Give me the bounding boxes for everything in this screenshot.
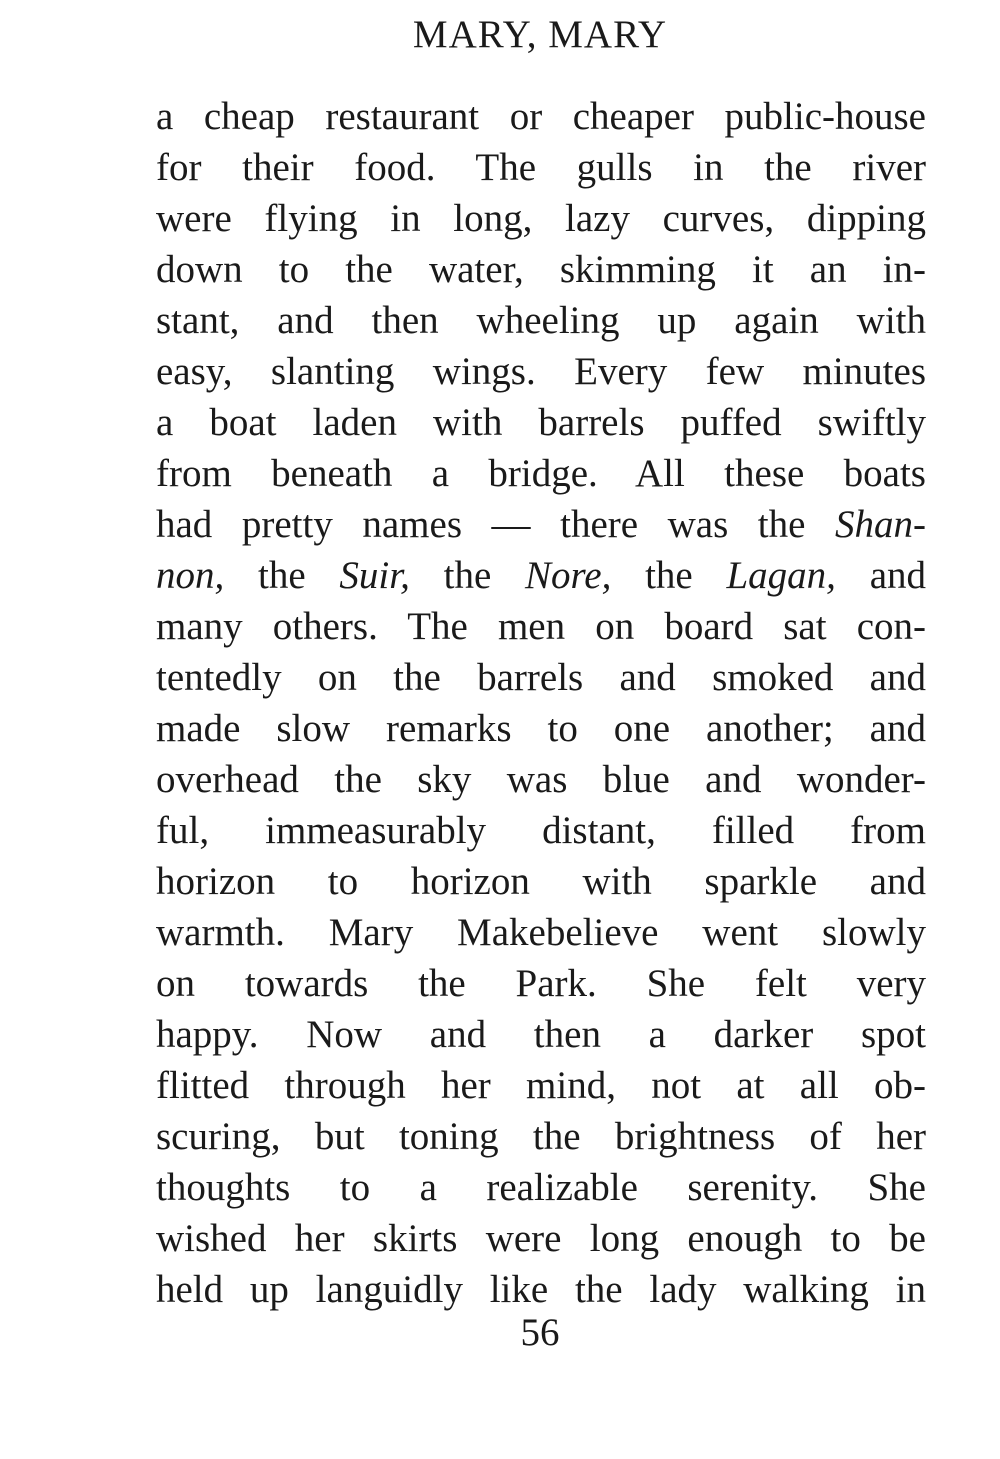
text-line: held up languidly like the lady walking in (156, 1268, 926, 1311)
text-line: for their food. The gulls in the river (156, 146, 926, 189)
text-line: a boat laden with barrels puffed swiftly (156, 401, 926, 444)
text-line: easy, slanting wings. Every few minutes (156, 350, 926, 393)
text-line: stant, and then wheeling up again with (156, 299, 926, 342)
text-line: many others. The men on board sat con- (156, 605, 926, 648)
text-line: were flying in long, lazy curves, dipping (156, 197, 926, 240)
body-text (156, 91, 926, 1315)
text-line: on towards the Park. She felt very (156, 962, 926, 1005)
text-line: a cheap restaurant or cheaper public-house (156, 95, 926, 138)
text-line: thoughts to a realizable serenity. She (156, 1166, 926, 1209)
text-line: warmth. Mary Makebelieve went slowly (156, 911, 926, 954)
text-line: happy. Now and then a darker spot (156, 1013, 926, 1056)
text-run: the (409, 554, 526, 597)
text-line: ful, immeasurably distant, filled from (156, 809, 926, 852)
text-line: scuring, but toning the brightness of her (156, 1115, 926, 1158)
text-line: horizon to horizon with sparkle and (156, 860, 926, 903)
text-line: from beneath a bridge. All these boats (156, 452, 926, 495)
text-line: overhead the sky was blue and wonder- (156, 758, 926, 801)
text-line-mixed (156, 499, 926, 550)
text-line: tentedly on the barrels and smoked and (156, 656, 926, 699)
italic-boat-name: Nore, (525, 554, 612, 597)
text-line: down to the water, skimming it an in- (156, 248, 926, 291)
text-line: flitted through her mind, not at all ob- (156, 1064, 926, 1107)
text-line: made slow remarks to one another; and (156, 707, 926, 750)
text-line: wished her skirts were long enough to be (156, 1217, 926, 1260)
running-header: MARY, MARY (412, 13, 668, 56)
italic-boat-name: non, (156, 554, 225, 597)
text-run: had pretty names — there was the (156, 503, 835, 546)
text-run: and (835, 554, 926, 597)
italic-boat-name: Suir, (339, 554, 410, 597)
text-run: the (611, 554, 727, 597)
page-number: 56 (520, 1311, 560, 1354)
italic-boat-name: Shan- (835, 503, 926, 546)
text-line-mixed (156, 550, 926, 601)
italic-boat-name: Lagan, (726, 554, 836, 597)
text-run: the (224, 554, 340, 597)
